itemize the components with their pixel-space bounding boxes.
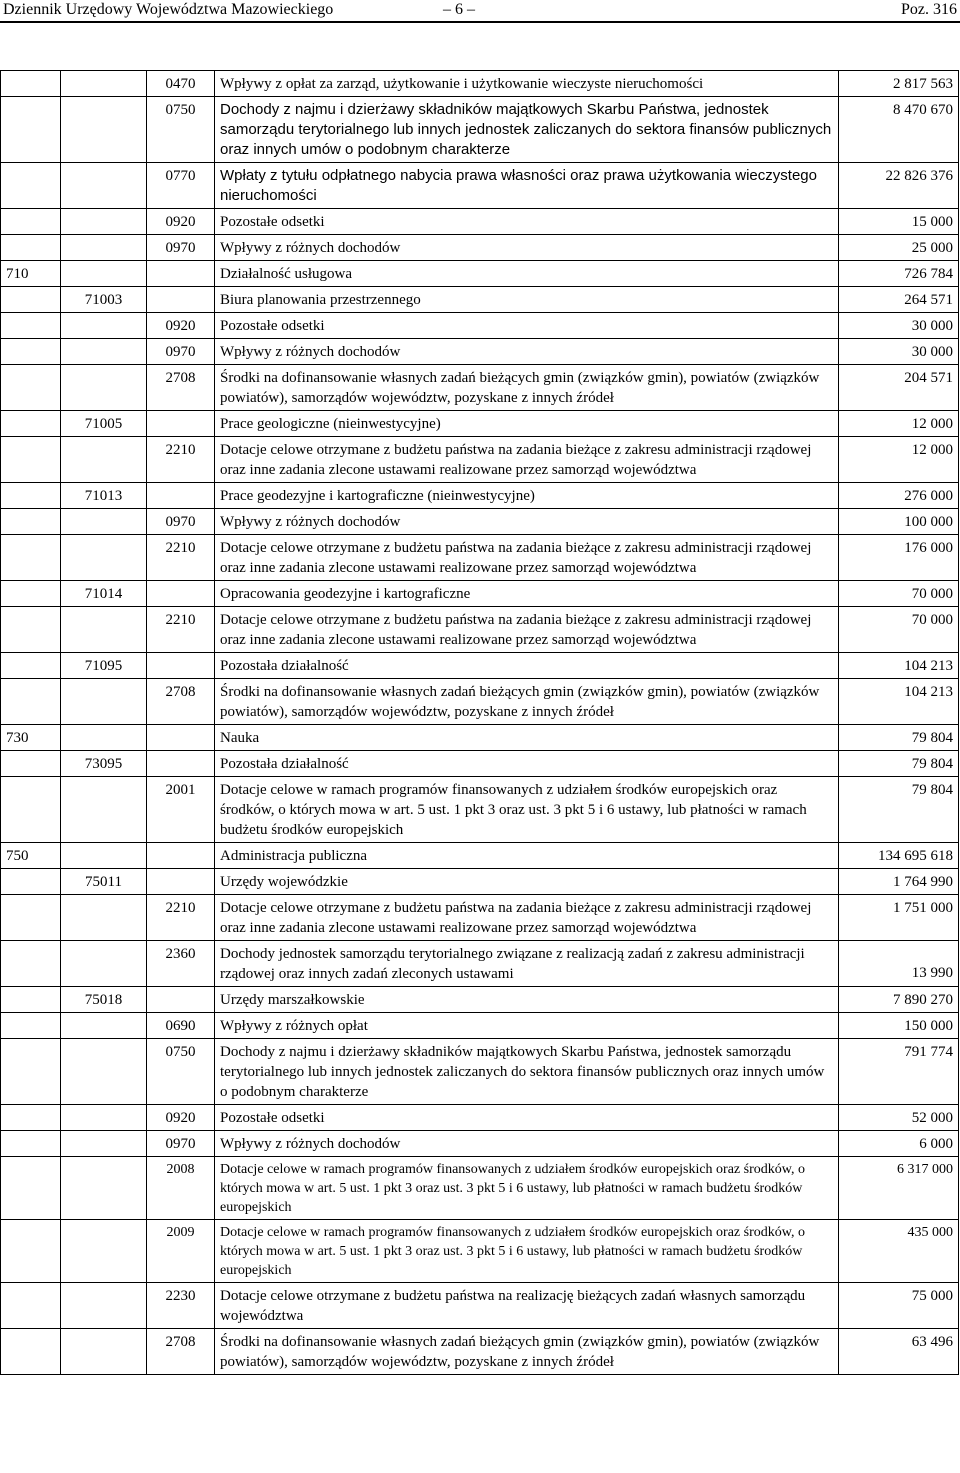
table-row (1, 411, 959, 437)
table-row (1, 287, 959, 313)
paragraf-cell: 0750 (147, 1039, 215, 1105)
table-row (1, 653, 959, 679)
dzial-cell (1, 235, 61, 261)
amount-cell: 70 000 (839, 581, 959, 607)
table-row (1, 339, 959, 365)
description-cell: Środki na dofinansowanie własnych zadań bieżących gmin (związków gmin), powiatów (związków powiatów), samorządów województw, pozyskane z innych źródeł (215, 1329, 839, 1375)
amount-cell: 15 000 (839, 209, 959, 235)
paragraf-cell: 0770 (147, 163, 215, 209)
dzial-cell (1, 751, 61, 777)
description-cell: Nauka (215, 725, 839, 751)
dzial-cell (1, 1157, 61, 1220)
paragraf-cell (147, 653, 215, 679)
dzial-cell (1, 653, 61, 679)
description-cell: Biura planowania przestrzennego (215, 287, 839, 313)
description-cell: Urzędy marszałkowskie (215, 987, 839, 1013)
description-cell: Prace geodezyjne i kartograficzne (nieinwestycyjne) (215, 483, 839, 509)
table-row (1, 679, 959, 725)
amount-cell: 726 784 (839, 261, 959, 287)
rozdzial-cell (61, 895, 147, 941)
amount-cell: 63 496 (839, 1329, 959, 1375)
rozdzial-cell (61, 313, 147, 339)
dzial-cell (1, 483, 61, 509)
amount-cell: 150 000 (839, 1013, 959, 1039)
dzial-cell (1, 71, 61, 97)
description-cell: Wpływy z opłat za zarząd, użytkowanie i użytkowanie wieczyste nieruchomości (215, 71, 839, 97)
paragraf-cell: 0970 (147, 235, 215, 261)
table-row (1, 895, 959, 941)
rozdzial-cell (61, 437, 147, 483)
dzial-cell (1, 1131, 61, 1157)
table-row (1, 71, 959, 97)
paragraf-cell: 2708 (147, 1329, 215, 1375)
amount-cell: 104 213 (839, 679, 959, 725)
dzial-cell (1, 339, 61, 365)
amount-cell: 22 826 376 (839, 163, 959, 209)
paragraf-cell (147, 287, 215, 313)
paragraf-cell: 2210 (147, 895, 215, 941)
rozdzial-cell: 75018 (61, 987, 147, 1013)
table-row (1, 1220, 959, 1283)
paragraf-cell: 2708 (147, 365, 215, 411)
description-cell: Dotacje celowe w ramach programów finansowanych z udziałem środków europejskich oraz środków, o których mowa w art. 5 ust. 1 pkt 3 oraz ust. 3 pkt 5 i 6 ustawy, lub płatności w ramach budżetu środków europejskich (215, 777, 839, 843)
dzial-cell (1, 209, 61, 235)
journal-title: Dziennik Urzędowy Województwa Mazowieckiego (3, 1, 334, 18)
paragraf-cell: 2708 (147, 679, 215, 725)
dzial-cell: 730 (1, 725, 61, 751)
description-cell: Pozostałe odsetki (215, 1105, 839, 1131)
paragraf-cell: 2230 (147, 1283, 215, 1329)
amount-cell: 12 000 (839, 411, 959, 437)
paragraf-cell: 0970 (147, 339, 215, 365)
description-cell: Środki na dofinansowanie własnych zadań bieżących gmin (związków gmin), powiatów (związków powiatów), samorządów województw, pozyskane z innych źródeł (215, 365, 839, 411)
amount-cell: 8 470 670 (839, 97, 959, 163)
amount-cell: 25 000 (839, 235, 959, 261)
description-cell: Administracja publiczna (215, 843, 839, 869)
dzial-cell (1, 1220, 61, 1283)
paragraf-cell (147, 751, 215, 777)
amount-cell: 100 000 (839, 509, 959, 535)
rozdzial-cell (61, 607, 147, 653)
description-cell: Środki na dofinansowanie własnych zadań bieżących gmin (związków gmin), powiatów (związków powiatów), samorządów województw, pozyskane z innych źródeł (215, 679, 839, 725)
paragraf-cell: 2008 (147, 1157, 215, 1220)
amount-cell: 791 774 (839, 1039, 959, 1105)
dzial-cell (1, 287, 61, 313)
table-row (1, 581, 959, 607)
dzial-cell (1, 581, 61, 607)
table-row (1, 235, 959, 261)
dzial-cell (1, 313, 61, 339)
table-row (1, 1131, 959, 1157)
rozdzial-cell (61, 209, 147, 235)
description-cell: Dotacje celowe otrzymane z budżetu państwa na zadania bieżące z zakresu administracji rządowej oraz inne zadania zlecone ustawami realizowane przez samorząd województwa (215, 607, 839, 653)
rozdzial-cell (61, 97, 147, 163)
paragraf-cell (147, 483, 215, 509)
table-row (1, 209, 959, 235)
amount-cell: 276 000 (839, 483, 959, 509)
paragraf-cell: 2210 (147, 535, 215, 581)
dzial-cell (1, 607, 61, 653)
description-cell: Dochody z najmu i dzierżawy składników majątkowych Skarbu Państwa, jednostek samorządu terytorialnego lub innych jednostek zaliczanych do sektora finansów publicznych oraz innych umów o podobnym charakterze (215, 1039, 839, 1105)
page-number: – 6 – (443, 1, 475, 18)
dzial-cell (1, 163, 61, 209)
paragraf-cell: 0970 (147, 509, 215, 535)
description-cell: Wpływy z różnych opłat (215, 1013, 839, 1039)
description-cell: Dotacje celowe w ramach programów finansowanych z udziałem środków europejskich oraz środków, o których mowa w art. 5 ust. 1 pkt 3 oraz ust. 3 pkt 5 i 6 ustawy, lub płatności w ramach budżetu środków europejskich (215, 1220, 839, 1283)
table-row (1, 1013, 959, 1039)
dzial-cell (1, 895, 61, 941)
dzial-cell (1, 1105, 61, 1131)
paragraf-cell (147, 869, 215, 895)
amount-cell: 79 804 (839, 777, 959, 843)
table-row (1, 261, 959, 287)
description-cell: Dotacje celowe otrzymane z budżetu państwa na zadania bieżące z zakresu administracji rządowej oraz inne zadania zlecone ustawami realizowane przez samorząd województwa (215, 895, 839, 941)
amount-cell: 79 804 (839, 751, 959, 777)
rozdzial-cell (61, 1220, 147, 1283)
dzial-cell (1, 437, 61, 483)
rozdzial-cell (61, 235, 147, 261)
rozdzial-cell (61, 941, 147, 987)
paragraf-cell (147, 843, 215, 869)
description-cell: Wpływy z różnych dochodów (215, 339, 839, 365)
dzial-cell (1, 1283, 61, 1329)
position-number: Poz. 316 (901, 1, 957, 18)
paragraf-cell: 2360 (147, 941, 215, 987)
description-cell: Opracowania geodezyjne i kartograficzne (215, 581, 839, 607)
amount-cell: 52 000 (839, 1105, 959, 1131)
amount-cell: 134 695 618 (839, 843, 959, 869)
description-cell: Dotacje celowe w ramach programów finansowanych z udziałem środków europejskich oraz środków, o których mowa w art. 5 ust. 1 pkt 3 oraz ust. 3 pkt 5 i 6 ustawy, lub płatności w ramach budżetu środków europejskich (215, 1157, 839, 1220)
paragraf-cell (147, 411, 215, 437)
table-row (1, 313, 959, 339)
amount-cell: 75 000 (839, 1283, 959, 1329)
rozdzial-cell: 71095 (61, 653, 147, 679)
header-divider (0, 21, 960, 23)
rozdzial-cell (61, 1283, 147, 1329)
amount-cell: 30 000 (839, 339, 959, 365)
amount-cell: 7 890 270 (839, 987, 959, 1013)
page-header (0, 0, 960, 22)
rozdzial-cell (61, 365, 147, 411)
rozdzial-cell (61, 1329, 147, 1375)
dzial-cell (1, 97, 61, 163)
rozdzial-cell: 71014 (61, 581, 147, 607)
dzial-cell (1, 679, 61, 725)
description-cell: Urzędy wojewódzkie (215, 869, 839, 895)
paragraf-cell (147, 261, 215, 287)
dzial-cell (1, 1329, 61, 1375)
table-row (1, 365, 959, 411)
rozdzial-cell (61, 679, 147, 725)
paragraf-cell: 0750 (147, 97, 215, 163)
amount-cell: 70 000 (839, 607, 959, 653)
dzial-cell (1, 411, 61, 437)
amount-cell: 79 804 (839, 725, 959, 751)
table-row (1, 1283, 959, 1329)
description-cell: Wpływy z różnych dochodów (215, 235, 839, 261)
paragraf-cell (147, 581, 215, 607)
paragraf-cell: 0920 (147, 1105, 215, 1131)
dzial-cell (1, 777, 61, 843)
budget-income-table (0, 70, 959, 1375)
table-row (1, 1329, 959, 1375)
amount-cell: 30 000 (839, 313, 959, 339)
rozdzial-cell: 71013 (61, 483, 147, 509)
dzial-cell: 710 (1, 261, 61, 287)
description-cell: Wpływy z różnych dochodów (215, 1131, 839, 1157)
amount-cell: 1 764 990 (839, 869, 959, 895)
dzial-cell (1, 535, 61, 581)
rozdzial-cell: 75011 (61, 869, 147, 895)
rozdzial-cell (61, 71, 147, 97)
rozdzial-cell (61, 535, 147, 581)
paragraf-cell: 0970 (147, 1131, 215, 1157)
table-row (1, 725, 959, 751)
description-cell: Prace geologiczne (nieinwestycyjne) (215, 411, 839, 437)
amount-cell: 104 213 (839, 653, 959, 679)
amount-cell: 12 000 (839, 437, 959, 483)
description-cell: Działalność usługowa (215, 261, 839, 287)
table-row (1, 777, 959, 843)
table-row (1, 869, 959, 895)
amount-cell: 2 817 563 (839, 71, 959, 97)
description-cell: Dotacje celowe otrzymane z budżetu państwa na zadania bieżące z zakresu administracji rządowej oraz inne zadania zlecone ustawami realizowane przez samorząd województwa (215, 437, 839, 483)
description-cell: Pozostała działalność (215, 751, 839, 777)
table-row (1, 607, 959, 653)
rozdzial-cell (61, 1131, 147, 1157)
table-row (1, 1157, 959, 1220)
table-row (1, 163, 959, 209)
rozdzial-cell (61, 777, 147, 843)
table-row (1, 1105, 959, 1131)
dzial-cell (1, 987, 61, 1013)
paragraf-cell (147, 725, 215, 751)
description-cell: Wpływy z różnych dochodów (215, 509, 839, 535)
rozdzial-cell (61, 1039, 147, 1105)
rozdzial-cell (61, 261, 147, 287)
dzial-cell (1, 941, 61, 987)
paragraf-cell: 0690 (147, 1013, 215, 1039)
rozdzial-cell (61, 843, 147, 869)
paragraf-cell: 0920 (147, 209, 215, 235)
description-cell: Pozostałe odsetki (215, 313, 839, 339)
rozdzial-cell (61, 1013, 147, 1039)
rozdzial-cell (61, 1105, 147, 1131)
dzial-cell: 750 (1, 843, 61, 869)
table-row (1, 97, 959, 163)
amount-cell: 6 317 000 (839, 1157, 959, 1220)
rozdzial-cell: 71003 (61, 287, 147, 313)
amount-cell: 176 000 (839, 535, 959, 581)
dzial-cell (1, 365, 61, 411)
description-cell: Pozostałe odsetki (215, 209, 839, 235)
amount-cell: 1 751 000 (839, 895, 959, 941)
rozdzial-cell: 73095 (61, 751, 147, 777)
table-row (1, 483, 959, 509)
paragraf-cell: 0920 (147, 313, 215, 339)
dzial-cell (1, 509, 61, 535)
rozdzial-cell (61, 509, 147, 535)
amount-cell: 264 571 (839, 287, 959, 313)
table-row (1, 437, 959, 483)
paragraf-cell: 2009 (147, 1220, 215, 1283)
dzial-cell (1, 1013, 61, 1039)
amount-cell: 204 571 (839, 365, 959, 411)
table-row (1, 987, 959, 1013)
paragraf-cell: 2210 (147, 437, 215, 483)
rozdzial-cell (61, 163, 147, 209)
rozdzial-cell (61, 1157, 147, 1220)
table-row (1, 535, 959, 581)
amount-cell: 13 990 (839, 941, 959, 987)
table-row (1, 843, 959, 869)
description-cell: Pozostała działalność (215, 653, 839, 679)
table-row (1, 751, 959, 777)
amount-cell: 6 000 (839, 1131, 959, 1157)
description-cell: Dochody jednostek samorządu terytorialnego związane z realizacją zadań z zakresu administracji rządowej oraz innych zadań zleconych ustawami (215, 941, 839, 987)
rozdzial-cell: 71005 (61, 411, 147, 437)
dzial-cell (1, 1039, 61, 1105)
description-cell: Dotacje celowe otrzymane z budżetu państwa na realizację bieżących zadań własnych samorządu województwa (215, 1283, 839, 1329)
amount-cell: 435 000 (839, 1220, 959, 1283)
table-row (1, 941, 959, 987)
paragraf-cell (147, 987, 215, 1013)
rozdzial-cell (61, 725, 147, 751)
paragraf-cell: 2001 (147, 777, 215, 843)
dzial-cell (1, 869, 61, 895)
description-cell: Dochody z najmu i dzierżawy składników majątkowych Skarbu Państwa, jednostek samorządu terytorialnego lub innych jednostek zaliczanych do sektora finansów publicznych oraz innych umów o podobnym charakterze (215, 97, 839, 163)
description-cell: Wpłaty z tytułu odpłatnego nabycia prawa własności oraz prawa użytkowania wieczystego nieruchomości (215, 163, 839, 209)
rozdzial-cell (61, 339, 147, 365)
description-cell: Dotacje celowe otrzymane z budżetu państwa na zadania bieżące z zakresu administracji rządowej oraz inne zadania zlecone ustawami realizowane przez samorząd województwa (215, 535, 839, 581)
table-row (1, 1039, 959, 1105)
budget-table-body (1, 71, 959, 1375)
paragraf-cell: 0470 (147, 71, 215, 97)
table-row (1, 509, 959, 535)
paragraf-cell: 2210 (147, 607, 215, 653)
